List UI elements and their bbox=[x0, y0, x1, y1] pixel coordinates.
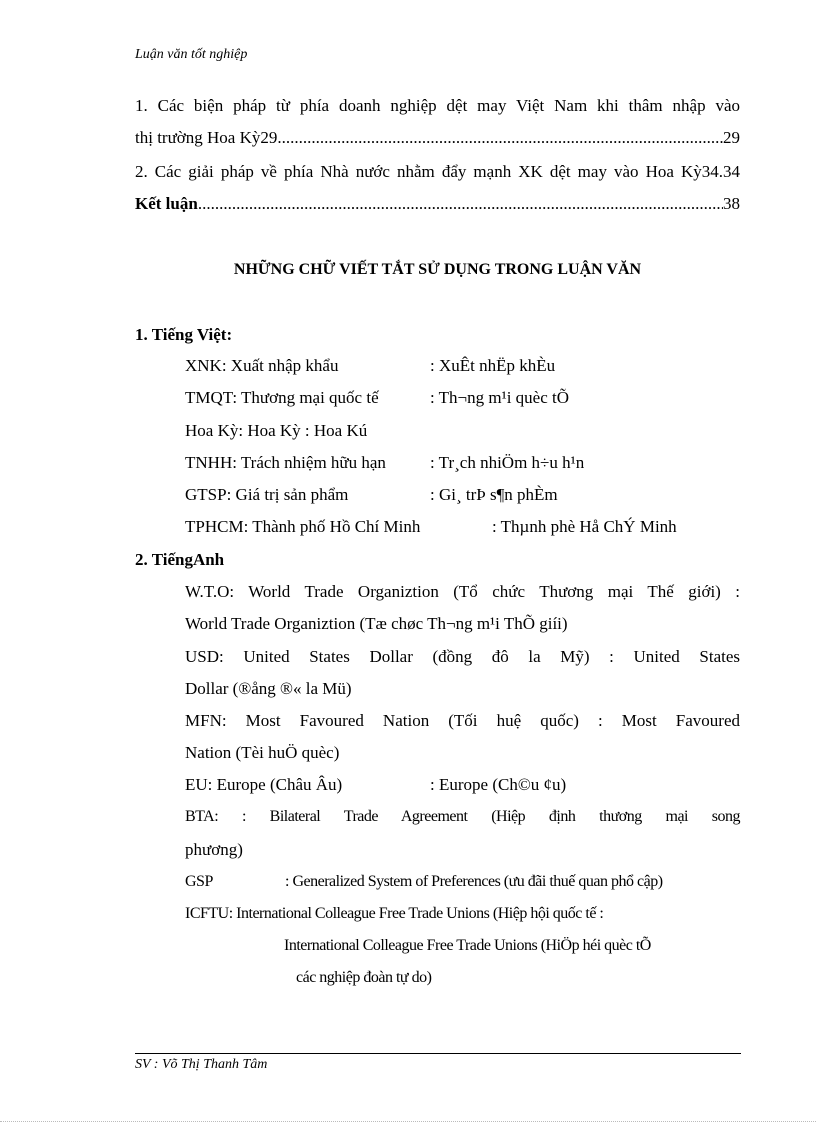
toc-dot-leader bbox=[198, 192, 723, 216]
abbr-icftu-line-1-text: ICFTU: International Colleague Free Trade Unions (Hiệp hội quốc tế : bbox=[185, 905, 604, 922]
toc-item-1-line-1: 1. Các biện pháp từ phía doanh nghiệp dệt may Việt Nam khi thâm nhập vào bbox=[135, 96, 740, 115]
abbr-icftu-line-3: các nghiệp đoàn tự do) bbox=[296, 969, 432, 986]
abbr-label: TNHH: Trách nhiệm hữu hạn bbox=[185, 453, 386, 472]
running-header: Luận văn tốt nghiệp bbox=[135, 47, 248, 62]
abbr-value: : Thµnh phè Hå ChÝ Minh bbox=[492, 517, 677, 536]
abbr-mfn-line-1: MFN: Most Favoured Nation (Tối huệ quốc) : Most Favoured bbox=[185, 711, 740, 730]
abbr-bta-line-1: BTA: : Bilateral Trade Agreement (Hiệp định thương mại song bbox=[185, 808, 740, 825]
abbr-label: Hoa Kỳ: Hoa Kỳ : Hoa Kú bbox=[185, 421, 368, 440]
abbr-value: : Generalized System of Preferences (ưu đãi thuế quan phổ cập) bbox=[285, 873, 663, 890]
footer-rule bbox=[135, 1053, 741, 1054]
abbr-bta-line-2: phương) bbox=[185, 840, 243, 859]
page-edge bbox=[0, 1121, 816, 1122]
abbr-usd-line-1: USD: United States Dollar (đồng đô la Mỹ) : United States bbox=[185, 647, 740, 666]
abbr-icftu-line-2: International Colleague Free Trade Unions (HiÖp héi quèc tÕ bbox=[284, 937, 651, 954]
running-footer: SV : Võ Thị Thanh Tâm bbox=[135, 1057, 268, 1072]
vietnamese-heading: 1. Tiếng Việt: bbox=[135, 325, 233, 344]
abbr-label: EU: Europe (Châu Âu) bbox=[185, 775, 343, 794]
abbreviations-title: NHỮNG CHỮ VIẾT TẮT SỬ DỤNG TRONG LUẬN VĂN bbox=[233, 261, 642, 278]
abbr-value: : Tr¸ch nhiÖm h÷u h¹n bbox=[430, 453, 585, 472]
toc-item-1-page: 29 bbox=[723, 128, 740, 147]
abbr-icftu-line-1 bbox=[185, 902, 740, 926]
toc-conclusion-label: Kết luận bbox=[135, 194, 198, 213]
abbr-value: : Gi¸ trÞ s¶n phÈm bbox=[430, 485, 558, 504]
abbr-value: : Th¬ng m¹i quèc tÕ bbox=[430, 388, 570, 407]
abbr-label: XNK: Xuất nhập khẩu bbox=[185, 356, 339, 375]
abbr-label: GSP bbox=[185, 873, 213, 890]
toc-item-1-text: thị trường Hoa Kỳ29 bbox=[135, 128, 278, 147]
abbr-usd-line-2: Dollar (®ång ®« la Mü) bbox=[185, 679, 352, 698]
toc-conclusion bbox=[135, 192, 740, 216]
abbr-wto-line-2: World Trade Organiztion (Tæ chøc Th¬ng m¹i ThÕ giíi) bbox=[185, 614, 568, 633]
toc-item-2: 2. Các giải pháp về phía Nhà nước nhằm đẩy mạnh XK dệt may vào Hoa Kỳ34.34 bbox=[135, 162, 740, 181]
toc-conclusion-page: 38 bbox=[723, 194, 740, 213]
abbr-value: : XuÊt nhËp khÈu bbox=[430, 356, 556, 375]
toc-item-1-line-2 bbox=[135, 126, 740, 150]
abbr-wto-line-1: W.T.O: World Trade Organiztion (Tổ chức Thương mại Thế giới) : bbox=[185, 582, 740, 601]
toc-dot-leader bbox=[277, 126, 723, 150]
abbr-mfn-line-2: Nation (Tèi huÖ quèc) bbox=[185, 743, 340, 762]
english-heading: 2. TiếngAnh bbox=[135, 550, 225, 569]
abbr-label: TPHCM: Thành phố Hồ Chí Minh bbox=[185, 517, 421, 536]
abbr-value: : Europe (Ch©u ¢u) bbox=[430, 775, 567, 794]
abbr-label: TMQT: Thương mại quốc tế bbox=[185, 388, 379, 407]
abbr-label: GTSP: Giá trị sản phẩm bbox=[185, 485, 349, 504]
